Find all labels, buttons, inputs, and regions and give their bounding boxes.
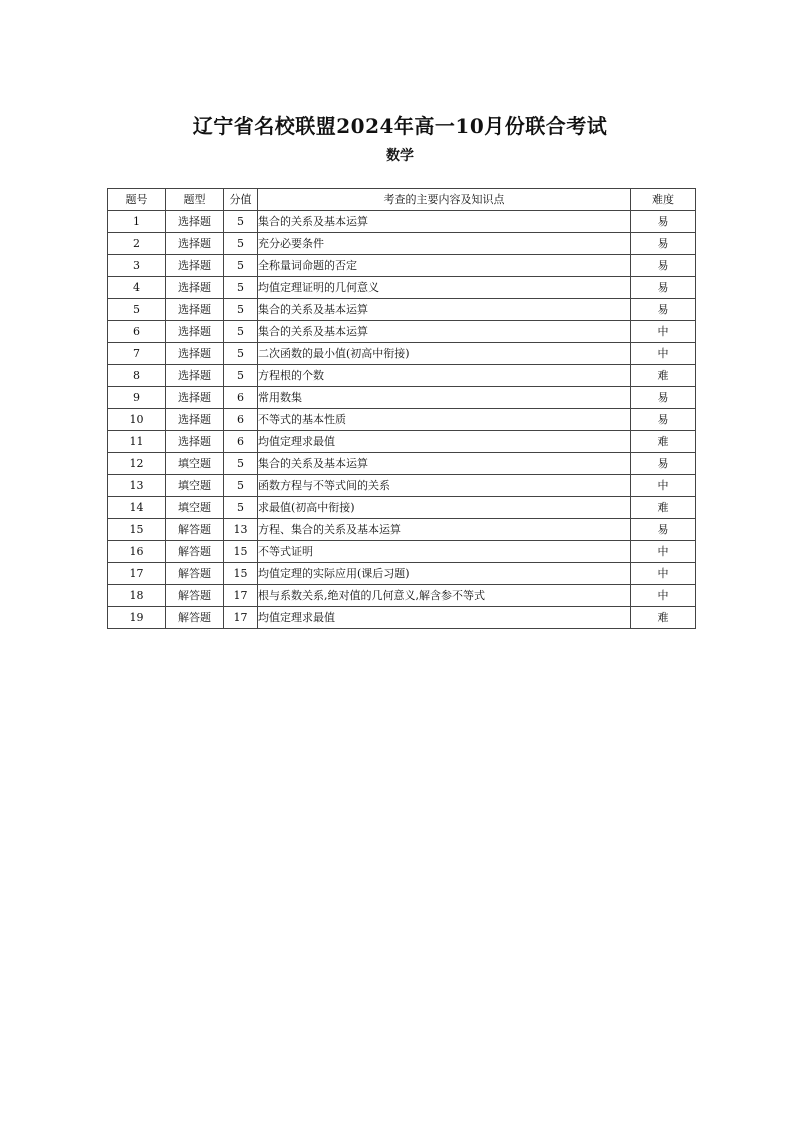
cell-number: 13 — [108, 475, 166, 497]
cell-score: 5 — [224, 365, 258, 387]
cell-content: 充分必要条件 — [258, 233, 631, 255]
exam-spec-table — [107, 188, 696, 629]
table-header-row — [108, 189, 696, 211]
cell-difficulty: 中 — [631, 321, 696, 343]
cell-content: 不等式的基本性质 — [258, 409, 631, 431]
cell-content: 常用数集 — [258, 387, 631, 409]
column-header-number: 题号 — [108, 189, 166, 211]
cell-type: 填空题 — [166, 453, 224, 475]
cell-type: 解答题 — [166, 585, 224, 607]
cell-difficulty: 中 — [631, 475, 696, 497]
table-row — [108, 453, 696, 475]
cell-type: 选择题 — [166, 409, 224, 431]
table-row — [108, 277, 696, 299]
cell-content: 函数方程与不等式间的关系 — [258, 475, 631, 497]
cell-number: 16 — [108, 541, 166, 563]
cell-content: 二次函数的最小值(初高中衔接) — [258, 343, 631, 365]
table-row — [108, 563, 696, 585]
table-row — [108, 409, 696, 431]
cell-content: 集合的关系及基本运算 — [258, 453, 631, 475]
cell-score: 13 — [224, 519, 258, 541]
cell-difficulty: 易 — [631, 387, 696, 409]
cell-content: 根与系数关系,绝对值的几何意义,解含参不等式 — [258, 585, 631, 607]
cell-number: 6 — [108, 321, 166, 343]
page-title: 辽宁省名校联盟2024年高一10月份联合考试 — [192, 114, 608, 138]
cell-difficulty: 易 — [631, 255, 696, 277]
cell-type: 选择题 — [166, 255, 224, 277]
cell-difficulty: 易 — [631, 233, 696, 255]
table-row — [108, 233, 696, 255]
table-row — [108, 607, 696, 629]
cell-difficulty: 易 — [631, 519, 696, 541]
table-row — [108, 585, 696, 607]
cell-type: 选择题 — [166, 299, 224, 321]
cell-difficulty: 难 — [631, 431, 696, 453]
table-row — [108, 387, 696, 409]
table-row — [108, 541, 696, 563]
cell-content: 全称量词命题的否定 — [258, 255, 631, 277]
cell-difficulty: 易 — [631, 453, 696, 475]
cell-type: 解答题 — [166, 541, 224, 563]
table-row — [108, 343, 696, 365]
cell-number: 8 — [108, 365, 166, 387]
cell-content: 方程、集合的关系及基本运算 — [258, 519, 631, 541]
cell-type: 填空题 — [166, 475, 224, 497]
cell-score: 5 — [224, 321, 258, 343]
cell-score: 5 — [224, 233, 258, 255]
cell-type: 选择题 — [166, 387, 224, 409]
cell-content: 方程根的个数 — [258, 365, 631, 387]
cell-content: 均值定理求最值 — [258, 431, 631, 453]
table-row — [108, 299, 696, 321]
cell-difficulty: 难 — [631, 365, 696, 387]
cell-number: 19 — [108, 607, 166, 629]
cell-score: 5 — [224, 277, 258, 299]
cell-difficulty: 易 — [631, 299, 696, 321]
cell-content: 求最值(初高中衔接) — [258, 497, 631, 519]
table-row — [108, 497, 696, 519]
cell-type: 选择题 — [166, 233, 224, 255]
cell-number: 2 — [108, 233, 166, 255]
table-row — [108, 211, 696, 233]
cell-number: 12 — [108, 453, 166, 475]
cell-number: 14 — [108, 497, 166, 519]
cell-type: 选择题 — [166, 321, 224, 343]
cell-type: 解答题 — [166, 519, 224, 541]
table-row — [108, 255, 696, 277]
cell-difficulty: 易 — [631, 277, 696, 299]
table-row — [108, 431, 696, 453]
cell-type: 解答题 — [166, 563, 224, 585]
cell-content: 集合的关系及基本运算 — [258, 211, 631, 233]
cell-score: 5 — [224, 211, 258, 233]
cell-score: 5 — [224, 299, 258, 321]
cell-difficulty: 中 — [631, 343, 696, 365]
cell-number: 1 — [108, 211, 166, 233]
cell-score: 5 — [224, 475, 258, 497]
cell-content: 集合的关系及基本运算 — [258, 321, 631, 343]
cell-type: 选择题 — [166, 431, 224, 453]
table-body — [108, 211, 696, 629]
cell-score: 15 — [224, 541, 258, 563]
cell-content: 集合的关系及基本运算 — [258, 299, 631, 321]
cell-number: 18 — [108, 585, 166, 607]
cell-score: 6 — [224, 431, 258, 453]
cell-type: 选择题 — [166, 365, 224, 387]
cell-score: 5 — [224, 255, 258, 277]
table-row — [108, 321, 696, 343]
cell-type: 解答题 — [166, 607, 224, 629]
cell-type: 选择题 — [166, 211, 224, 233]
table-header — [108, 189, 696, 211]
cell-score: 5 — [224, 453, 258, 475]
cell-number: 9 — [108, 387, 166, 409]
cell-number: 15 — [108, 519, 166, 541]
table-row — [108, 475, 696, 497]
cell-difficulty: 中 — [631, 585, 696, 607]
column-header-score: 分值 — [224, 189, 258, 211]
cell-number: 3 — [108, 255, 166, 277]
table-row — [108, 365, 696, 387]
cell-score: 17 — [224, 607, 258, 629]
cell-content: 均值定理证明的几何意义 — [258, 277, 631, 299]
page-subtitle: 数学 — [386, 148, 414, 164]
column-header-content: 考查的主要内容及知识点 — [258, 189, 631, 211]
cell-difficulty: 难 — [631, 607, 696, 629]
cell-number: 11 — [108, 431, 166, 453]
cell-content: 不等式证明 — [258, 541, 631, 563]
cell-type: 填空题 — [166, 497, 224, 519]
cell-difficulty: 难 — [631, 497, 696, 519]
cell-score: 5 — [224, 497, 258, 519]
cell-number: 17 — [108, 563, 166, 585]
cell-score: 6 — [224, 409, 258, 431]
cell-score: 5 — [224, 343, 258, 365]
cell-number: 5 — [108, 299, 166, 321]
column-header-type: 题型 — [166, 189, 224, 211]
cell-score: 15 — [224, 563, 258, 585]
cell-difficulty: 中 — [631, 541, 696, 563]
cell-difficulty: 中 — [631, 563, 696, 585]
cell-type: 选择题 — [166, 277, 224, 299]
cell-difficulty: 易 — [631, 409, 696, 431]
cell-score: 17 — [224, 585, 258, 607]
cell-content: 均值定理的实际应用(课后习题) — [258, 563, 631, 585]
table-row — [108, 519, 696, 541]
cell-number: 4 — [108, 277, 166, 299]
column-header-difficulty: 难度 — [631, 189, 696, 211]
cell-type: 选择题 — [166, 343, 224, 365]
cell-difficulty: 易 — [631, 211, 696, 233]
cell-number: 7 — [108, 343, 166, 365]
cell-number: 10 — [108, 409, 166, 431]
cell-score: 6 — [224, 387, 258, 409]
cell-content: 均值定理求最值 — [258, 607, 631, 629]
